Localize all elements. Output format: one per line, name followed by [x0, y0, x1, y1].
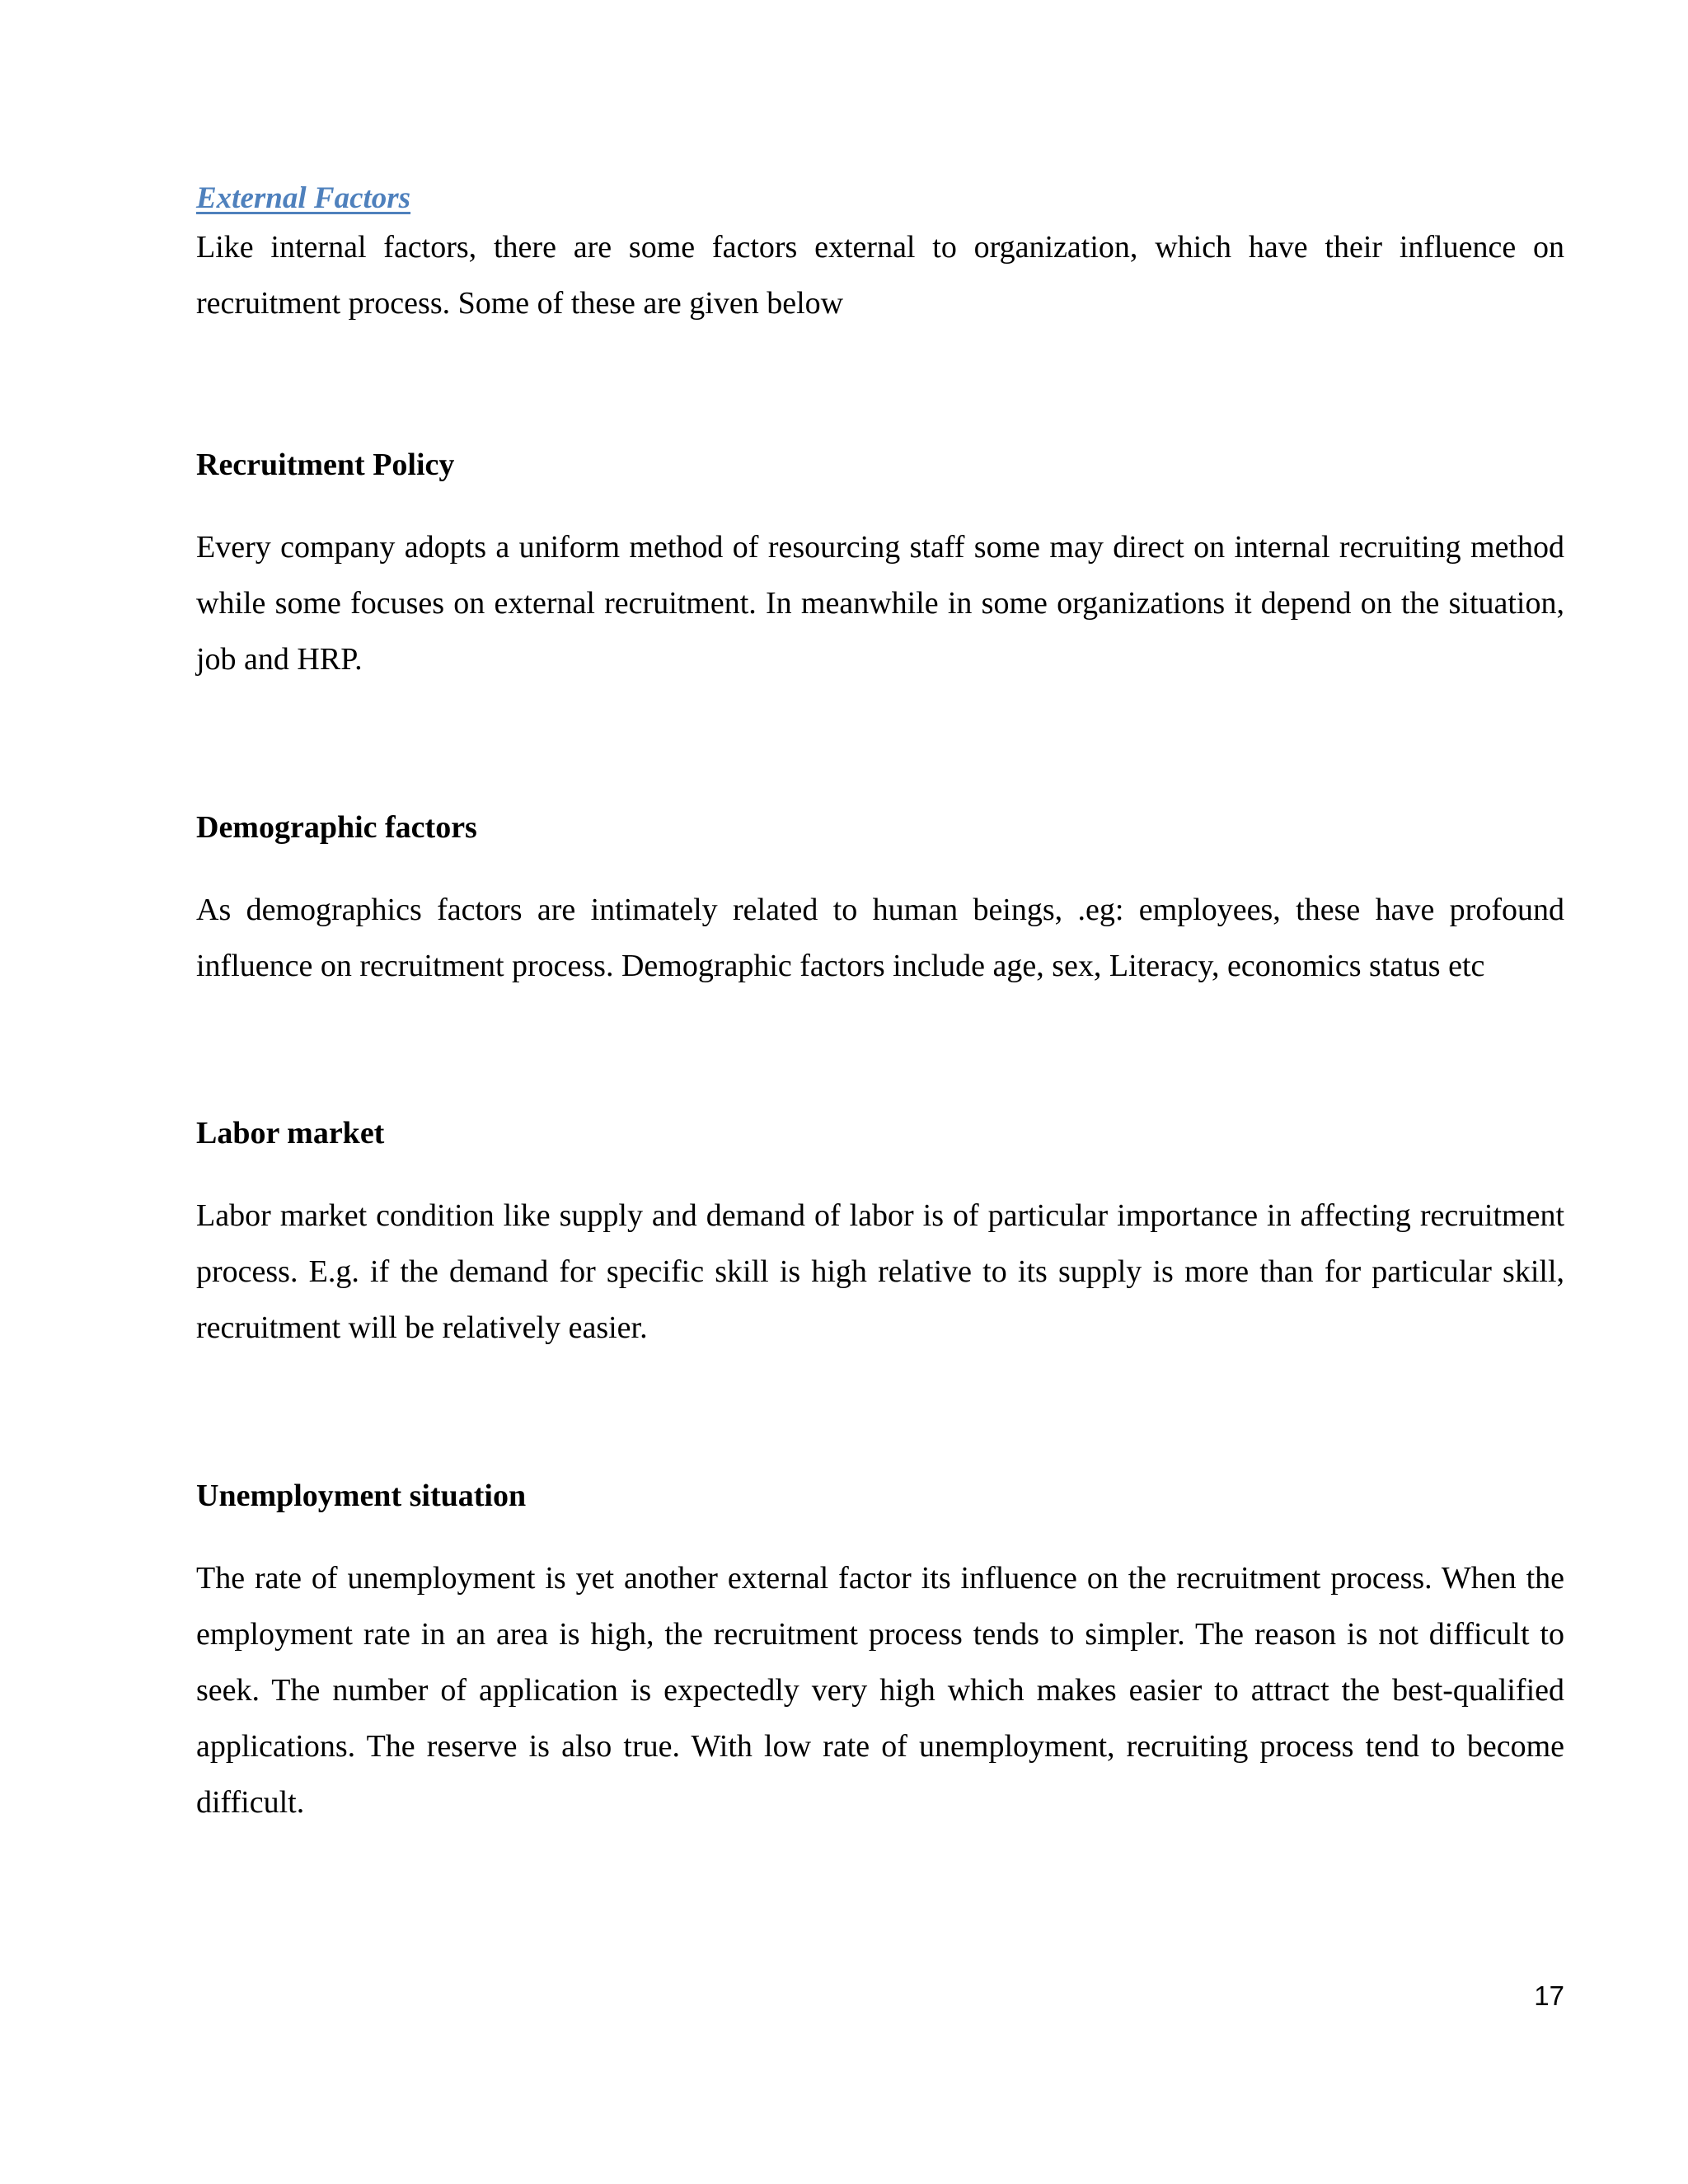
page-number: 17 — [1534, 1980, 1564, 2011]
section-demographic-factors — [196, 799, 1564, 994]
section-recruitment-policy — [196, 437, 1564, 687]
section-external-factors — [196, 180, 1564, 331]
heading-labor-market: Labor market — [196, 1116, 385, 1151]
heading-demographic-factors: Demographic factors — [196, 810, 477, 845]
intro-paragraph: Like internal factors, there are some factors external to organization, which have their influence on recruitment process. Some of these are given below — [196, 230, 1564, 321]
heading-unemployment-situation: Unemployment situation — [196, 1479, 527, 1513]
section-title: External Factors — [196, 181, 411, 215]
section-labor-market — [196, 1105, 1564, 1356]
heading-recruitment-policy: Recruitment Policy — [196, 448, 455, 482]
section-unemployment-situation — [196, 1468, 1564, 1830]
body-unemployment-situation: The rate of unemployment is yet another external factor its influence on the recruitment process. When the employment rate in an area is high, the recruitment process tends to simpler. The reason is not difficult to seek. The number of application is expectedly very high which makes easier to attract the best-qualified applications. The reserve is also true. With low rate of unemployment, recruiting process tend to become difficult. — [196, 1561, 1564, 1820]
body-labor-market: Labor market condition like supply and demand of labor is of particular importance in affecting recruitment process. E.g. if the demand for specific skill is high relative to its supply is more than for particular skill, recruitment will be relatively easier. — [196, 1198, 1564, 1345]
body-demographic-factors: As demographics factors are intimately related to human beings, .eg: employees, these have profound influence on recruitment process. Demographic factors include age, sex, Literacy, economics status etc — [196, 893, 1564, 983]
body-recruitment-policy: Every company adopts a uniform method of resourcing staff some may direct on internal recruiting method while some focuses on external recruitment. In meanwhile in some organizations it depend on the situation, job and HRP. — [196, 530, 1564, 677]
